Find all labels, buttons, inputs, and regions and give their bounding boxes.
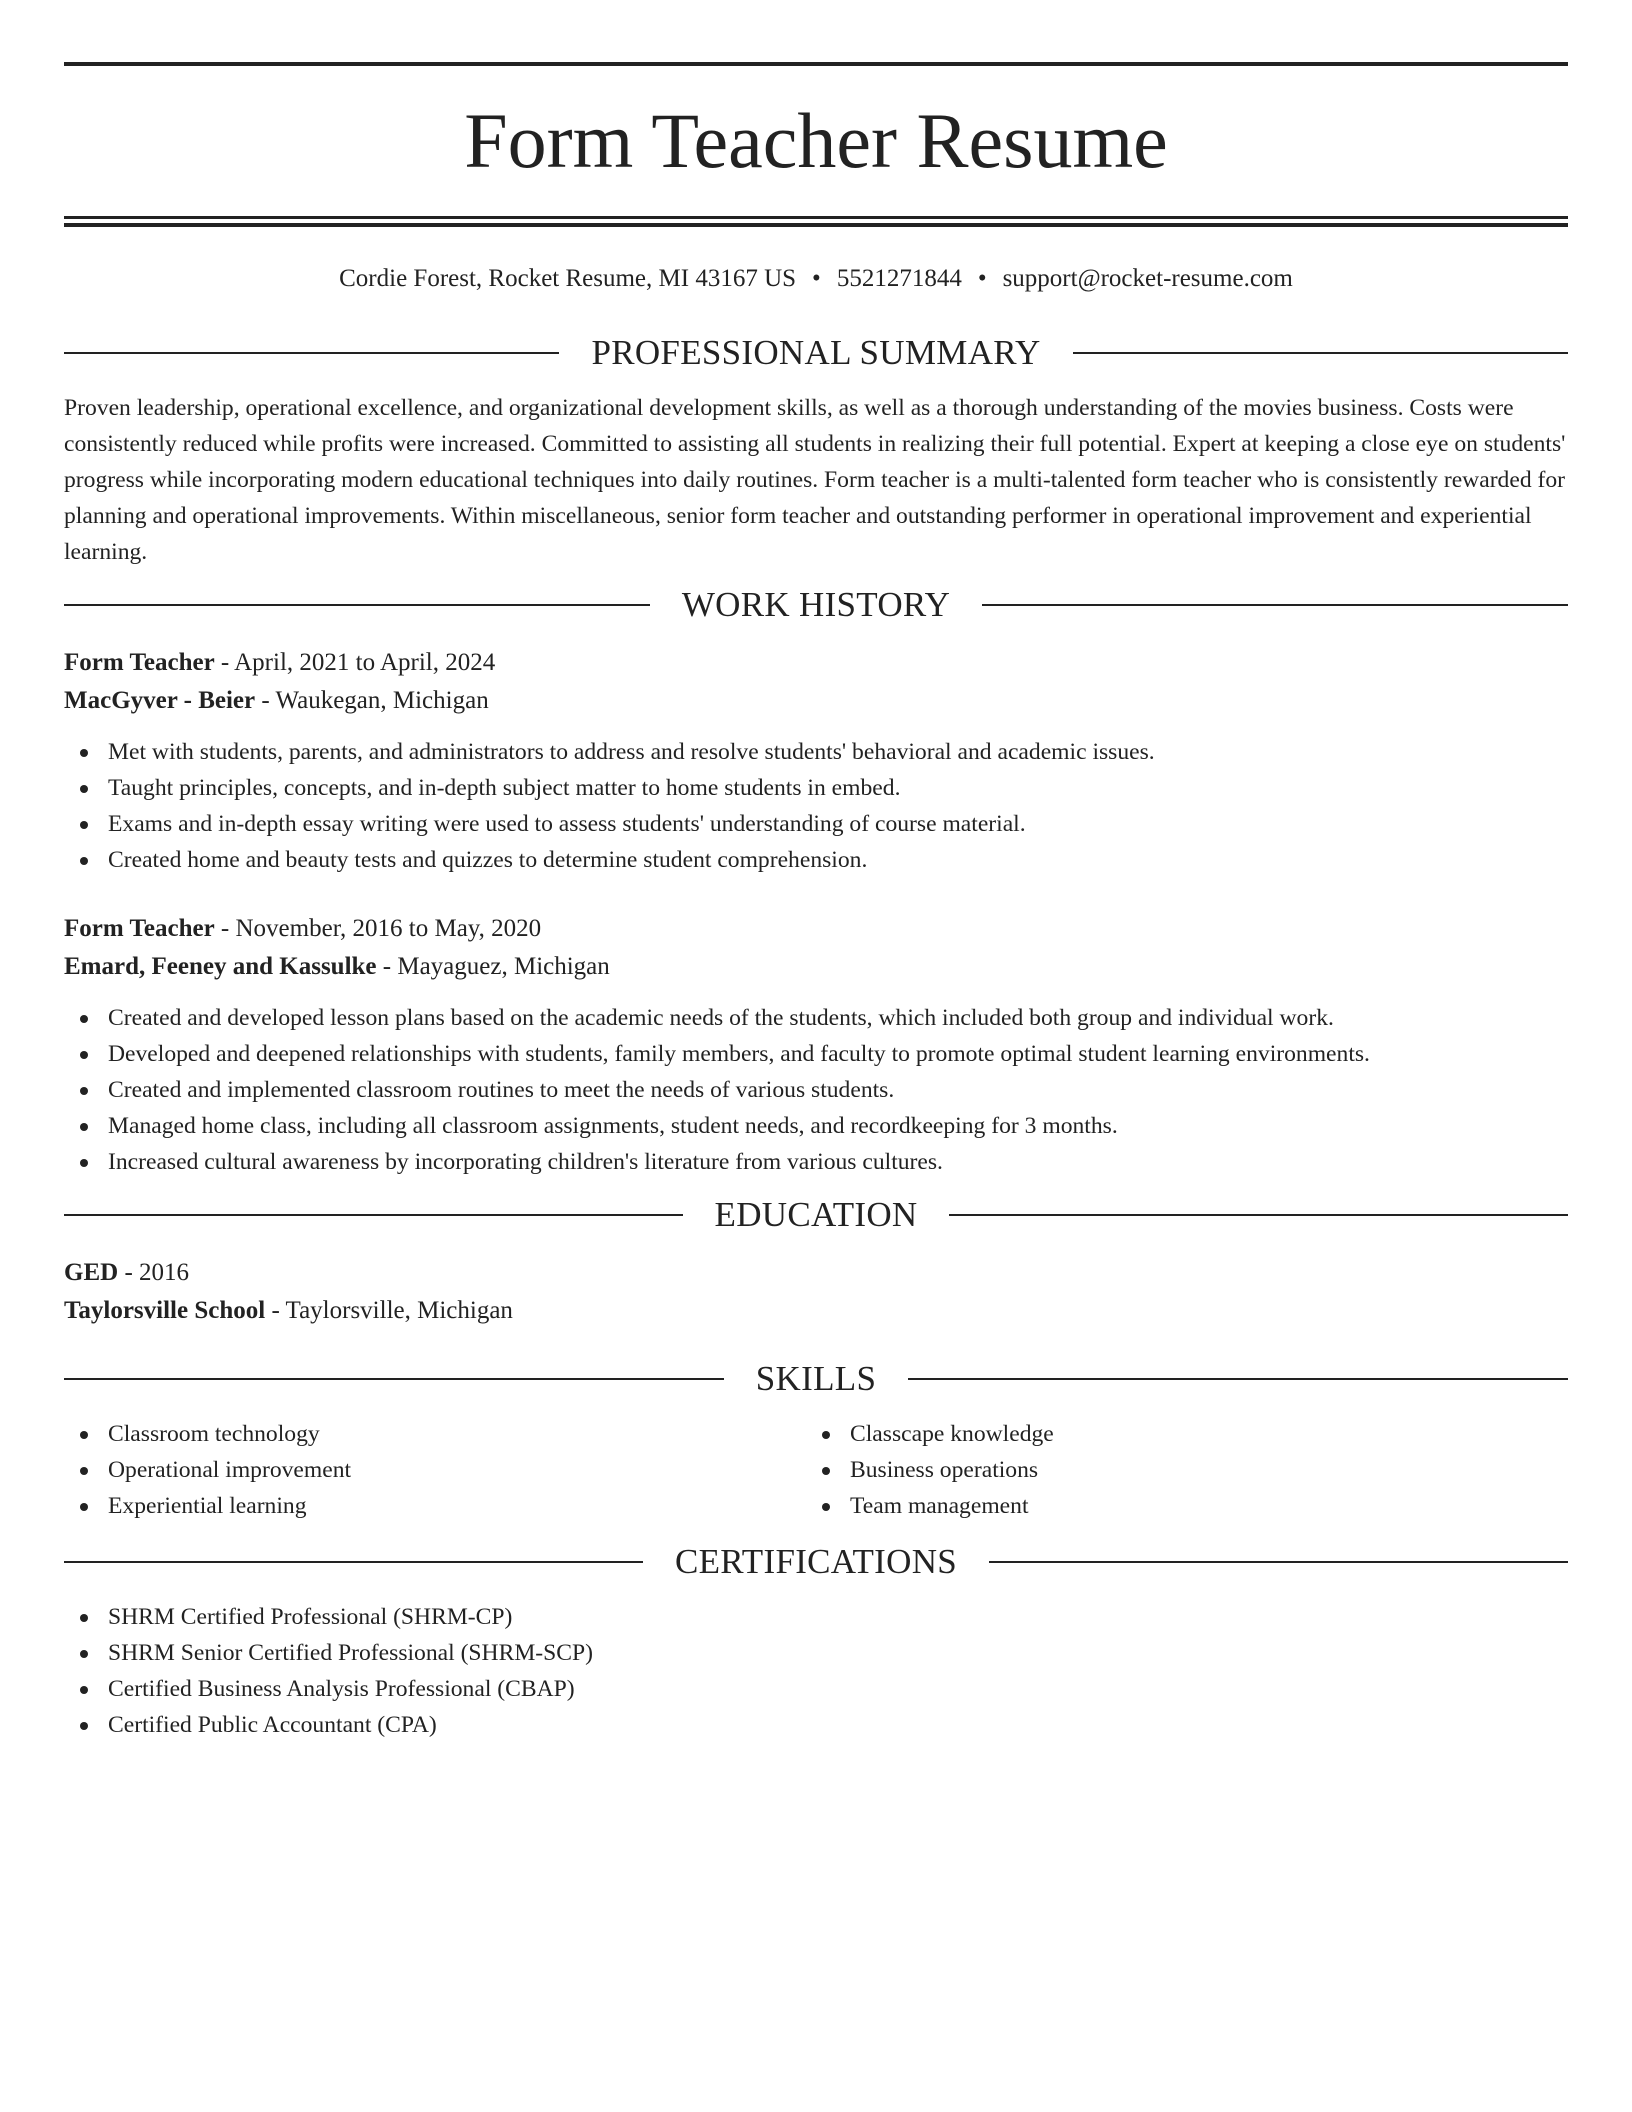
job-bullets bbox=[64, 734, 1568, 878]
job-entry bbox=[64, 644, 1568, 878]
heading-rule bbox=[982, 604, 1568, 606]
job-location: - Mayaguez, Michigan bbox=[376, 953, 610, 980]
list-item: Developed and deepened relationships with students, family members, and faculty to promote optimal student learning environments. bbox=[64, 1036, 1568, 1072]
section-heading-certifications bbox=[64, 1540, 1568, 1584]
list-item: Taught principles, concepts, and in-depth subject matter to home students in embed. bbox=[64, 770, 1568, 806]
list-item: Increased cultural awareness by incorporating children's literature from various cultures. bbox=[64, 1144, 1568, 1180]
job-title-line bbox=[64, 644, 1568, 682]
education-school: Taylorsville School bbox=[64, 1297, 266, 1324]
job-employer: MacGyver - Beier bbox=[64, 687, 256, 714]
section-title: SKILLS bbox=[755, 1359, 877, 1398]
heading-rule bbox=[64, 1378, 724, 1380]
list-item: SHRM Senior Certified Professional (SHRM-SCP) bbox=[64, 1635, 1568, 1671]
job-employer-line bbox=[64, 948, 1568, 986]
list-item: Managed home class, including all classroom assignments, student needs, and recordkeeping for 3 months. bbox=[64, 1108, 1568, 1144]
education-school-line bbox=[64, 1292, 1568, 1330]
education-location: - Taylorsville, Michigan bbox=[265, 1297, 513, 1324]
certifications-list bbox=[64, 1599, 1568, 1743]
education-year: - 2016 bbox=[118, 1259, 190, 1286]
job-title: Form Teacher bbox=[64, 915, 215, 942]
education-degree-line bbox=[64, 1254, 1568, 1292]
skills-column-left bbox=[64, 1416, 806, 1524]
list-item: Created home and beauty tests and quizzes to determine student comprehension. bbox=[64, 842, 1568, 878]
section-title: EDUCATION bbox=[714, 1195, 918, 1234]
resume-page bbox=[64, 62, 1568, 1743]
job-employer: Emard, Feeney and Kassulke bbox=[64, 953, 377, 980]
contact-separator: • bbox=[812, 265, 821, 292]
list-item: Classroom technology bbox=[64, 1416, 806, 1452]
heading-rule bbox=[1073, 352, 1568, 354]
resume-title: Form Teacher Resume bbox=[464, 97, 1168, 184]
section-heading-summary bbox=[64, 331, 1568, 375]
list-item: Certified Business Analysis Professional (CBAP) bbox=[64, 1671, 1568, 1707]
heading-rule bbox=[908, 1378, 1568, 1380]
list-item: Business operations bbox=[806, 1452, 1548, 1488]
job-bullets bbox=[64, 1000, 1568, 1180]
education-degree: GED bbox=[64, 1259, 119, 1286]
section-heading-education bbox=[64, 1193, 1568, 1237]
job-dates: - November, 2016 to May, 2020 bbox=[214, 915, 542, 942]
job-entry bbox=[64, 910, 1568, 1180]
contact-address: Cordie Forest, Rocket Resume, MI 43167 US bbox=[339, 265, 797, 292]
section-title: CERTIFICATIONS bbox=[674, 1542, 958, 1581]
education-entry bbox=[64, 1254, 1568, 1330]
heading-rule bbox=[64, 1214, 683, 1216]
heading-rule bbox=[64, 1561, 643, 1563]
section-heading-skills bbox=[64, 1357, 1568, 1401]
section-heading-work bbox=[64, 583, 1568, 627]
job-title-line bbox=[64, 910, 1568, 948]
list-item: Classcape knowledge bbox=[806, 1416, 1548, 1452]
list-item: Operational improvement bbox=[64, 1452, 806, 1488]
contact-phone: 5521271844 bbox=[836, 265, 962, 292]
job-location: - Waukegan, Michigan bbox=[255, 687, 489, 714]
list-item: Experiential learning bbox=[64, 1488, 806, 1524]
list-item: Met with students, parents, and administrators to address and resolve students' behavioral and academic issues. bbox=[64, 734, 1568, 770]
title-double-rule bbox=[64, 216, 1568, 227]
contact-email[interactable]: support@rocket-resume.com bbox=[1002, 265, 1293, 292]
list-item: Team management bbox=[806, 1488, 1548, 1524]
job-dates: - April, 2021 to April, 2024 bbox=[214, 649, 496, 676]
list-item: Created and developed lesson plans based on the academic needs of the students, which included both group and individual work. bbox=[64, 1000, 1568, 1036]
heading-rule bbox=[989, 1561, 1568, 1563]
list-item: Certified Public Accountant (CPA) bbox=[64, 1707, 1568, 1743]
list-item: SHRM Certified Professional (SHRM-CP) bbox=[64, 1599, 1568, 1635]
list-item: Created and implemented classroom routines to meet the needs of various students. bbox=[64, 1072, 1568, 1108]
skills-grid bbox=[64, 1416, 1568, 1524]
job-title: Form Teacher bbox=[64, 649, 215, 676]
job-employer-line bbox=[64, 682, 1568, 720]
heading-rule bbox=[64, 352, 559, 354]
heading-rule bbox=[949, 1214, 1568, 1216]
top-rule bbox=[64, 62, 1568, 66]
contact-separator: • bbox=[977, 265, 987, 292]
skills-column-right bbox=[806, 1416, 1548, 1524]
section-title: PROFESSIONAL SUMMARY bbox=[591, 333, 1041, 372]
summary-paragraph: Proven leadership, operational excellence, and organizational development skills, as well as a thorough understanding of the movies business. Costs were consistently reduced while profits were increased. Committed to assisting all students in realizing their full potential. Expert at keeping a close eye on students' progress while incorporating modern educational techniques into daily routines. Form teacher is a multi-talented form teacher who is consistently rewarded for planning and operational improvements. Within miscellaneous, senior form teacher and outstanding performer in operational improvement and experiential learning. bbox=[64, 395, 1566, 565]
contact-line bbox=[64, 263, 1568, 295]
section-title: WORK HISTORY bbox=[681, 585, 951, 624]
list-item: Exams and in-depth essay writing were used to assess students' understanding of course material. bbox=[64, 806, 1568, 842]
heading-rule bbox=[64, 604, 650, 606]
